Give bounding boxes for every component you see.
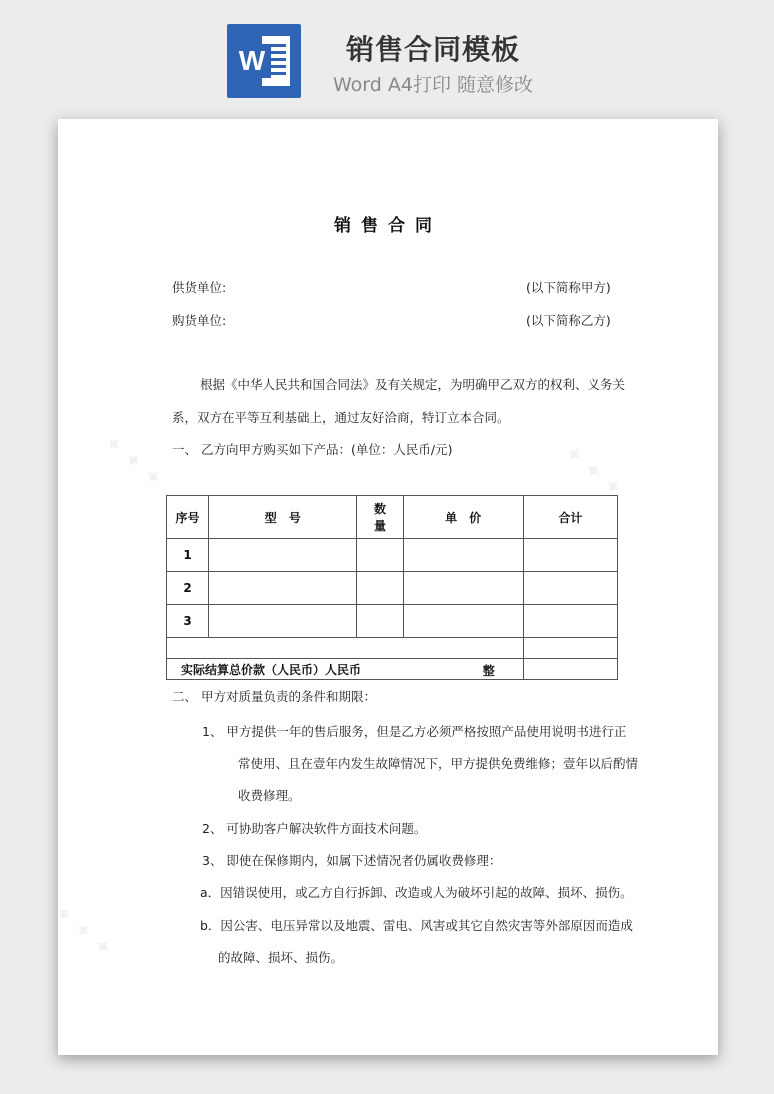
total-amount-value[interactable] — [523, 659, 617, 680]
header-model: 型 号 — [209, 496, 357, 539]
model-cell[interactable] — [209, 572, 357, 605]
word-icon — [227, 24, 301, 98]
unit-price-cell[interactable] — [403, 605, 523, 638]
watermark: ✦ ✦ ✦ — [98, 429, 168, 494]
template-title: 销售合同模板 — [345, 33, 520, 66]
item-b-line-2: 的故障、损坏、损伤。 — [218, 950, 344, 965]
blank-cell[interactable] — [167, 638, 524, 659]
total-cell[interactable] — [523, 539, 617, 572]
intro-paragraph-line-2: 系，双方在平等互利基础上，通过友好洽商，特订立本合同。 — [172, 410, 510, 425]
header — [0, 0, 774, 118]
total-cell[interactable] — [523, 605, 617, 638]
supplier-label: 供货单位: — [172, 280, 227, 295]
table-row — [167, 539, 618, 572]
item-1-line-3: 收费修理。 — [238, 788, 301, 803]
item-3: 3、 即使在保修期内，如属下述情况者仍属收费修理： — [202, 853, 502, 868]
total-cell[interactable] — [523, 572, 617, 605]
total-amount-text: 实际结算总价款（人民币）人民币 — [181, 662, 362, 677]
item-a: a．因错误使用，或乙方自行拆卸、改造或人为破坏引起的故障、损坏、损伤。 — [200, 885, 633, 900]
item-1-line-1: 1、 甲方提供一年的售后服务，但是乙方必须严格按照产品使用说明书进行正 — [202, 724, 627, 739]
table-total-row — [167, 659, 618, 680]
header-serial-number: 序号 — [167, 496, 209, 539]
item-b-line-1: b．因公害、电压异常以及地震、雷电、风害或其它自然灾害等外部原因而造成 — [200, 918, 633, 933]
header-quantity-char-1: 数 — [373, 502, 386, 516]
header-quantity-char-2: 量 — [373, 519, 386, 533]
blank-total-cell[interactable] — [523, 638, 617, 659]
watermark: ✦ ✦ ✦ — [558, 439, 628, 504]
document-page — [48, 119, 718, 1055]
header-quantity — [357, 496, 403, 539]
supplier-note: (以下简称甲方) — [526, 280, 611, 295]
table-header-row — [167, 496, 618, 539]
table-blank-row — [167, 638, 618, 659]
contract-title: 销售合同 — [334, 216, 442, 236]
table-row — [167, 572, 618, 605]
model-cell[interactable] — [209, 605, 357, 638]
quantity-cell[interactable] — [357, 572, 403, 605]
header-total: 合计 — [523, 496, 617, 539]
unit-price-cell[interactable] — [403, 572, 523, 605]
quantity-cell[interactable] — [357, 605, 403, 638]
watermark: ✦ ✦ ✦ — [48, 899, 118, 964]
buyer-label: 购货单位: — [172, 313, 227, 328]
word-icon-letter: W — [233, 44, 271, 78]
intro-paragraph-line-1: 根据《中华人民共和国合同法》及有关规定，为明确甲乙双方的权利、义务关 — [200, 377, 626, 392]
model-cell[interactable] — [209, 539, 357, 572]
section-2-heading: 二、 甲方对质量负责的条件和期限： — [172, 689, 376, 704]
quantity-cell[interactable] — [357, 539, 403, 572]
buyer-note: (以下简称乙方) — [526, 313, 611, 328]
item-1-line-2: 常使用、且在壹年内发生故障情况下，甲方提供免费维修；壹年以后酌情 — [238, 756, 639, 771]
row-number: 2 — [167, 572, 209, 605]
item-2: 2、 可协助客户解决软件方面技术问题。 — [202, 821, 427, 836]
template-subtitle: Word A4打印 随意修改 — [332, 74, 533, 96]
table-row — [167, 605, 618, 638]
total-amount-suffix: 整 — [482, 664, 495, 678]
row-number: 3 — [167, 605, 209, 638]
row-number: 1 — [167, 539, 209, 572]
section-1-heading: 一、 乙方向甲方购买如下产品：(单位：人民币/元) — [172, 442, 453, 457]
header-unit-price: 单 价 — [403, 496, 523, 539]
product-table — [166, 495, 618, 680]
unit-price-cell[interactable] — [403, 539, 523, 572]
total-amount-label — [167, 659, 524, 680]
